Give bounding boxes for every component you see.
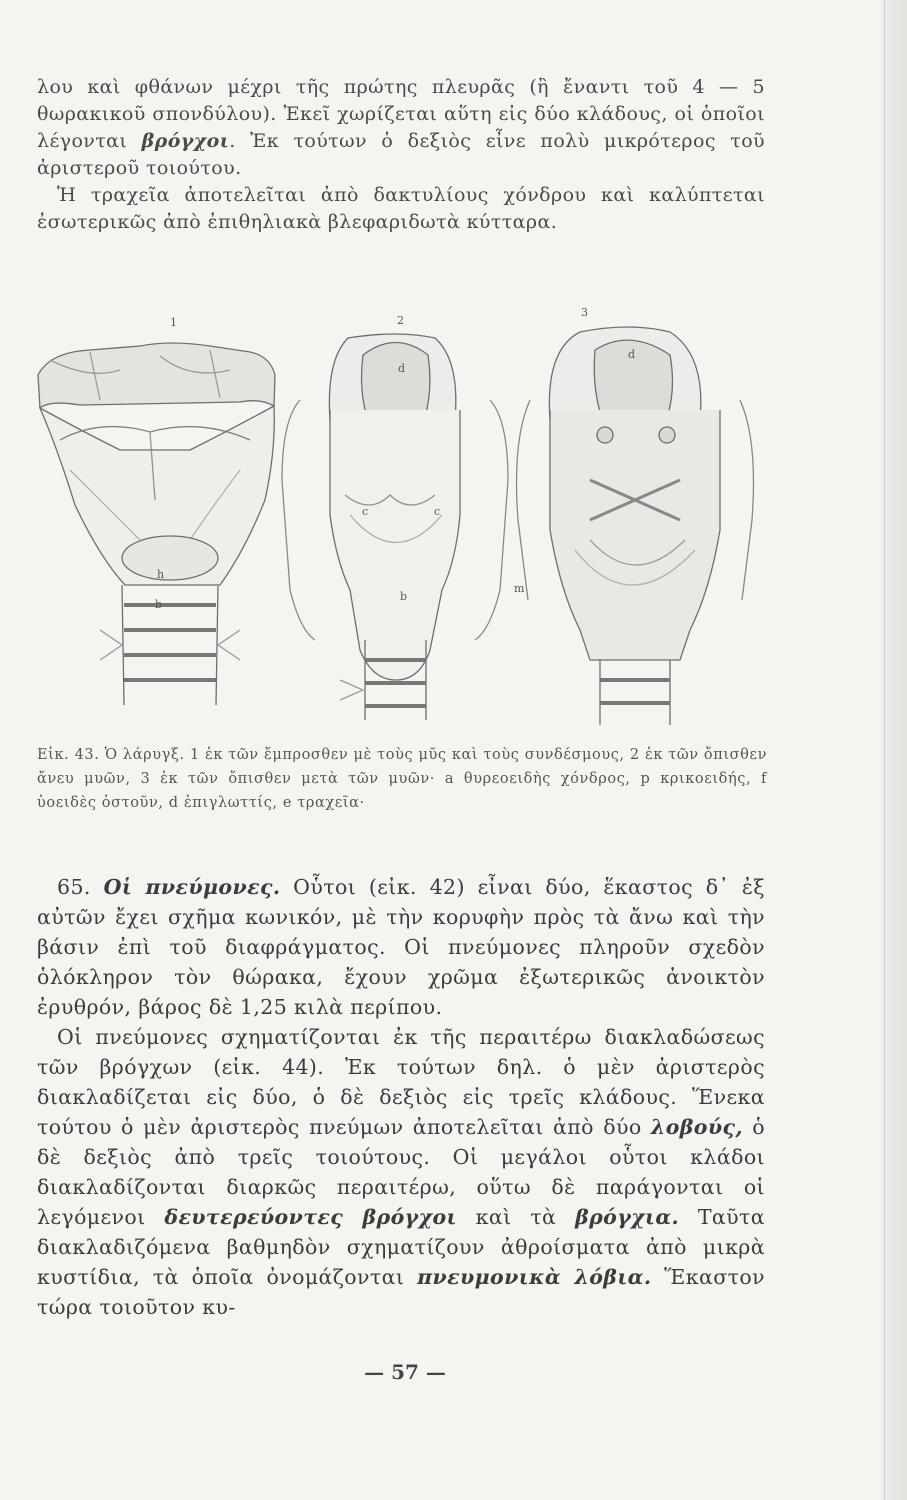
figure-caption: Εἰκ. 43. Ὁ λάρυγξ. 1 ἐκ τῶν ἔμπροσθεν μὲ τοὺς μῦς καὶ τοὺς συνδέσμους, 2 ἐκ τῶν ὄπισθεν ἄνευ μυῶν, 3 ἐκ τῶν ὄπισθεν μετὰ τῶν μυῶν· a θυρεοειδὴς χόνδρος, p κρικοειδής, f ὑοειδὲς ὀστοῦν, d ἐπιγλωττίς, e τραχεῖα·	[37, 747, 767, 811]
label-d-muscles: d	[628, 348, 636, 361]
label-b-back: b	[400, 590, 408, 603]
panel-number-2: 2	[397, 314, 404, 327]
label-b: b	[155, 598, 163, 611]
label-d: d	[398, 362, 406, 375]
larynx-front-view	[38, 343, 275, 705]
label-c-right: c	[434, 505, 441, 518]
term-pulmonary-lobules: πνευμονικὰ λόβια.	[417, 1265, 652, 1289]
term-lobes: λοβούς,	[650, 1115, 743, 1139]
page-number: — 57 —	[364, 1360, 446, 1384]
page-edge-line	[884, 0, 885, 1500]
section-number: 65.	[57, 875, 91, 899]
text-run: Οἱ πνεύμονες σχηματίζονται ἐκ τῆς περαιτέρω διακλαδώσεως τῶν βρόγχων (εἰκ. 44). Ἐκ τούτων δηλ. ὁ μὲν ἀριστερὸς διακλαδίζεται εἰς δύο, ὁ δὲ δεξιὸς εἰς τρεῖς κλάδους. Ἕνεκα τούτου ὁ μὲν ἀριστερὸς πνεύμων ἀποτελεῖται ἀπὸ δύο	[37, 1025, 765, 1139]
label-m: m	[514, 582, 525, 595]
panel-number-3: 3	[581, 306, 588, 319]
larynx-back-muscles-view	[517, 327, 754, 725]
paragraph-lungs-bronchi	[37, 1022, 765, 1322]
text-run: ὁ δὲ δεξιὸς ἀπὸ τρεῖς τοιούτους. Οἱ μεγάλοι οὗτοι κλάδοι διακλαδίζονται διαρκῶς περαιτέρω, οὕτω δὲ παράγονται οἱ λεγόμενοι	[37, 1115, 765, 1229]
term-secondary-bronchi: δευτερεύοντες βρόγχοι	[164, 1205, 457, 1229]
text-run: . Ἐκ τούτων ὁ δεξιὸς εἶνε πολὺ μικρότερος τοῦ ἀριστεροῦ τοιούτου.	[37, 130, 765, 179]
section-lungs	[37, 872, 765, 1322]
text-run: καὶ τὰ	[456, 1205, 576, 1229]
paragraph-trachea-continued	[37, 74, 765, 182]
section-title: Οἱ πνεύμονες.	[103, 875, 281, 899]
term-bronchioles: βρόγχια.	[575, 1205, 680, 1229]
panel-number-1: 1	[170, 316, 177, 329]
label-c-left: c	[362, 505, 369, 518]
paragraph-lungs-intro	[37, 872, 765, 1022]
text-run: Ταῦτα διακλαδιζόμενα βαθμηδὸν σχηματίζουν ἀθροίσματα ἀπὸ μικρὰ κυστίδια, τὰ ὁποῖα ὀνομάζονται	[37, 1205, 765, 1289]
top-paragraphs	[37, 74, 765, 236]
term-bronchi: βρόγχοι	[141, 130, 230, 152]
label-h: h	[157, 568, 165, 581]
text-run: λου καὶ φθάνων μέχρι τῆς πρώτης πλευρᾶς (ἢ ἔναντι τοῦ 4 — 5 θωρακικοῦ σπονδύλου). Ἐκεῖ χωρίζεται αὕτη εἰς δύο κλάδους, οἱ ὁποῖοι λέγονται	[37, 76, 765, 152]
text-run: Ἕκαστον τώρα τοιοῦτον κυ-	[37, 1265, 765, 1319]
paragraph-trachea-structure: Ἡ τραχεῖα ἀποτελεῖται ἀπὸ δακτυλίους χόνδρου καὶ καλύπτεται ἐσωτερικῶς ἀπὸ ἐπιθηλιακὰ βλεφαριδωτὰ κύτταρα.	[37, 184, 765, 233]
larynx-figure	[30, 300, 770, 730]
text-run: Οὗτοι (εἰκ. 42) εἶναι δύο, ἕκαστος δ᾽ ἐξ αὐτῶν ἔχει σχῆμα κωνικόν, μὲ τὴν κορυφὴν πρὸς τὰ ἄνω καὶ τὴν βάσιν ἐπὶ τοῦ διαφράγματος. Οἱ πνεύμονες πληροῦν σχεδὸν ὁλόκληρον τὸν θώρακα, ἔχουν χρῶμα ἐξωτερικῶς ἀνοικτὸν ἐρυθρόν, βάρος δὲ 1,25 κιλὰ περίπου.	[37, 875, 765, 1019]
larynx-back-view	[282, 334, 508, 720]
larynx-illustration	[30, 300, 770, 730]
